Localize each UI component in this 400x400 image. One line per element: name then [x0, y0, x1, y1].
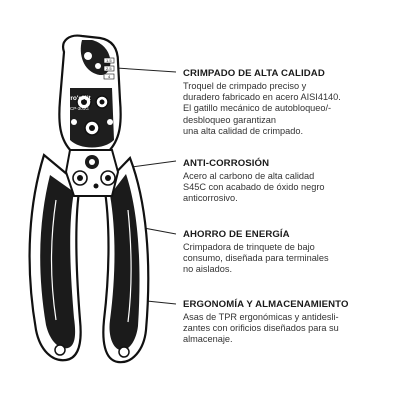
- feature-title: AHORRO DE ENERGÍA: [183, 229, 290, 240]
- feature-title: ANTI-CORROSIÓN: [183, 158, 270, 169]
- feature-ergonomics-storage: [183, 299, 393, 346]
- feature-title: ERGONOMÍA Y ALMACENAMIENTO: [183, 299, 349, 310]
- die-mark: 2.5: [106, 66, 112, 71]
- crimping-head: [59, 36, 120, 152]
- feature-description: Troquel de crimpado preciso y duradero fabricado en acero AISI4140. El gatillo mecánico de autobloqueo/- desbloqueo garantizan una alta calidad de crimpado.: [183, 81, 341, 136]
- feature-description: Acero al carbono de alta calidad S45C con acabado de óxido negro anticorrosivo.: [183, 171, 325, 204]
- feature-title: CRIMPADO DE ALTA CALIDAD: [183, 68, 325, 79]
- ratchet-mechanism: [66, 150, 118, 196]
- feature-description: Crimpadora de trinquete de bajo consumo, diseñada para terminales no aislados.: [183, 242, 329, 275]
- callout-line-crimping: [116, 68, 176, 72]
- model-mark: CP-301G: [70, 106, 89, 111]
- feature-crimping-quality: [183, 68, 393, 137]
- feature-description: Asas de TPR ergonómicas y antidesli- zantes con orificios diseñados para su almacenaje.: [183, 312, 339, 345]
- feature-anti-corrosion: [183, 158, 393, 205]
- brand-mark: Pro'sKit: [66, 95, 91, 102]
- die-mark: 1.5: [106, 58, 112, 63]
- die-mark: 4: [108, 74, 111, 79]
- feature-energy-saving: [183, 229, 393, 276]
